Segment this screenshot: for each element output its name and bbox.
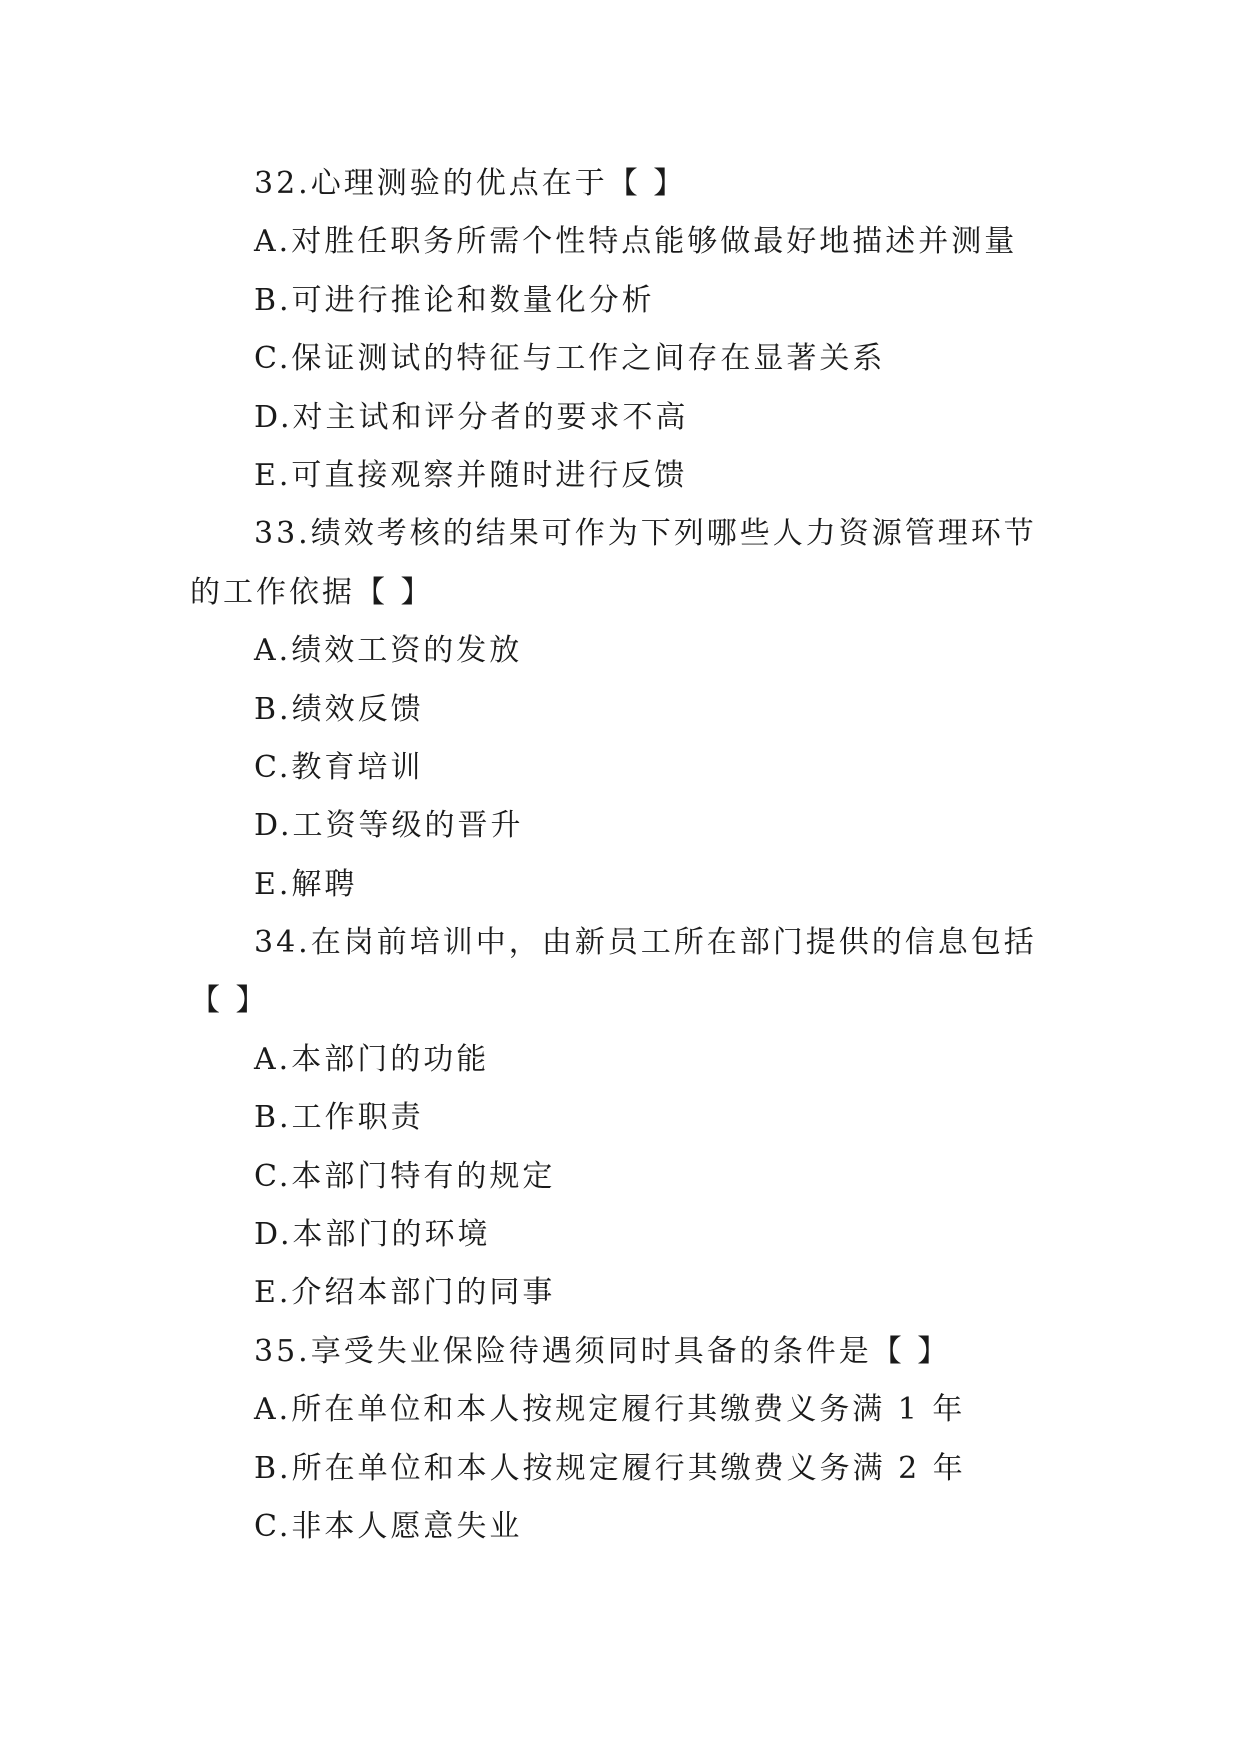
question-35-stem: 35.享受失业保险待遇须同时具备的条件是【 】 <box>254 1333 951 1369</box>
question-35-option-c: C.非本人愿意失业 <box>254 1508 523 1544</box>
question-33-option-d: D.工资等级的晋升 <box>254 808 524 844</box>
question-32-option-b: B.可进行推论和数量化分析 <box>254 282 655 318</box>
question-35-option-a: A.所在单位和本人按规定履行其缴费义务满 1 年 <box>254 1392 966 1428</box>
question-34-option-b: B.工作职责 <box>254 1100 424 1136</box>
question-33-option-e: E.解聘 <box>254 866 358 902</box>
question-32-option-a: A.对胜任职务所需个性特点能够做最好地描述并测量 <box>254 224 1018 260</box>
question-34-option-a: A.本部门的功能 <box>254 1041 490 1077</box>
question-34-option-e: E.介绍本部门的同事 <box>254 1275 556 1311</box>
question-32-option-e: E.可直接观察并随时进行反馈 <box>254 457 688 493</box>
question-33-option-b: B.绩效反馈 <box>254 691 424 727</box>
question-32-option-d: D.对主试和评分者的要求不高 <box>254 399 689 435</box>
question-32-stem: 32.心理测验的优点在于【 】 <box>254 166 687 201</box>
question-34-option-c: C.本部门特有的规定 <box>254 1158 556 1194</box>
question-35-option-b: B.所在单位和本人按规定履行其缴费义务满 2 年 <box>254 1450 966 1486</box>
question-34-stem: 34.在岗前培训中，由新员工所在部门提供的信息包括 <box>254 925 1037 961</box>
question-34-stem-continued: 【 】 <box>190 983 269 1019</box>
question-32-option-c: C.保证测试的特征与工作之间存在显著关系 <box>254 341 886 377</box>
question-list <box>190 155 1050 1556</box>
question-33-stem-continued: 的工作依据【 】 <box>190 574 434 610</box>
question-34-option-d: D.本部门的环境 <box>254 1217 491 1253</box>
question-33-option-a: A.绩效工资的发放 <box>254 633 523 669</box>
question-33-option-c: C.教育培训 <box>254 749 424 785</box>
question-33-stem: 33.绩效考核的结果可作为下列哪些人力资源管理环节 <box>254 516 1037 552</box>
